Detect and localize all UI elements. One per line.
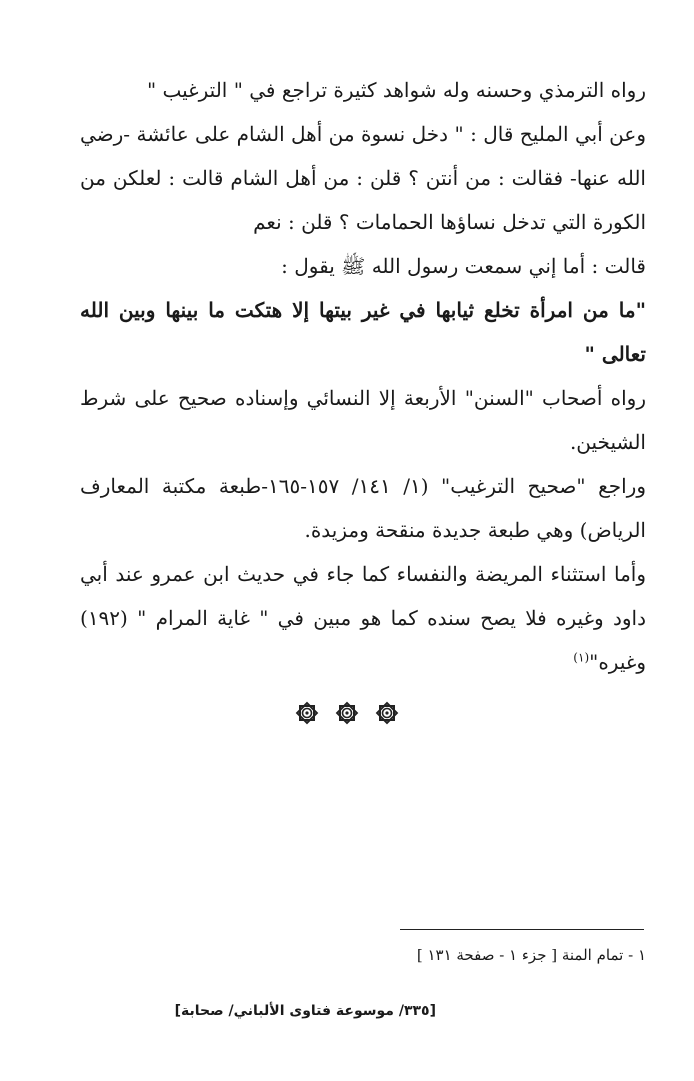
paragraph-3: قالت : أما إني سمعت رسول الله ﷺ يقول :	[281, 254, 646, 278]
page-footer: [٣٣٥/ موسوعة فتاوى الألباني/ صحابة]	[174, 1003, 436, 1019]
paragraph-7-text: وأما استثناء المريضة والنفساء كما جاء في حديث ابن عمرو عند أبي داود وغيره فلا يصح سنده كما هو مبين في " غاية المرام " (١٩٢) وغيره"	[80, 562, 646, 674]
section-divider-ornaments	[0, 700, 694, 744]
main-text	[80, 68, 646, 684]
paragraph-6: وراجع "صحيح الترغيب" (١/ ١٤١/ ١٥٧-١٦٥-طبعة مكتبة المعارف الرياض) وهي طبعة جديدة منقحة ومزيدة.	[80, 474, 646, 542]
footnote-separator	[400, 929, 644, 930]
paragraph-7	[80, 552, 646, 684]
rosette-icon	[334, 700, 360, 726]
footnote: ١ - تمام المنة [ جزء ١ - صفحة ١٣١ ]	[416, 946, 646, 964]
footnote-reference: (١)	[573, 650, 590, 665]
paragraph-1: رواه الترمذي وحسنه وله شواهد كثيرة تراجع في " الترغيب "	[146, 78, 646, 102]
paragraph-2: وعن أبي المليح قال : " دخل نسوة من أهل الشام على عائشة -رضي الله عنها- فقالت : من أنتن ؟ قلن : من أهل الشام قالت : لعلكن من الكورة التي تدخل نساؤها الحمامات ؟ قلن : نعم	[80, 122, 646, 234]
paragraph-5: رواه أصحاب "السنن" الأربعة إلا النسائي وإسناده صحيح على شرط الشيخين.	[80, 386, 646, 454]
rosette-icon	[374, 700, 400, 726]
rosette-icon	[294, 700, 320, 726]
hadith-quote: "ما من امرأة تخلع ثيابها في غير بيتها إلا هتكت ما بينها وبين الله تعالى "	[80, 298, 646, 366]
